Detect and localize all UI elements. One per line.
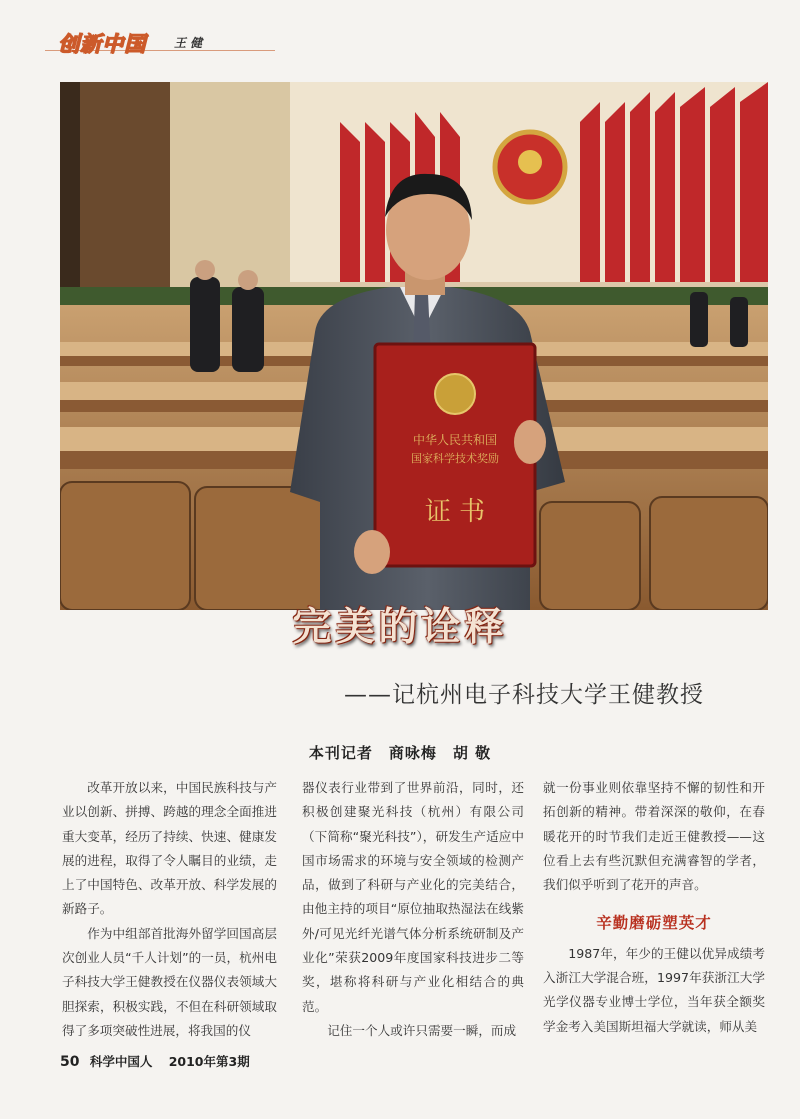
byline: 本刊记者 商咏梅 胡 敬 — [308, 744, 492, 762]
section-heading: 辛勤磨砺塑英才 — [596, 914, 712, 933]
magazine-name: 科学中国人 — [89, 1054, 153, 1069]
hall-photo-illustration — [60, 82, 768, 610]
author-tag: 王 健 — [174, 36, 203, 50]
issue-label: 2010年第3期 — [168, 1054, 250, 1069]
article-title: 完美的诠释 — [292, 605, 508, 650]
paragraph: 记住一个人或许只需要一瞬，而成 — [327, 1022, 517, 1038]
article-subtitle: ——记杭州电子科技大学王健教授 — [344, 682, 704, 708]
certificate-title: 证 书 — [424, 497, 486, 527]
page-number: 50 — [60, 1054, 80, 1070]
text-column-1 — [62, 776, 277, 1043]
paragraph: 改革开放以来，中国民族科技与产业以创新、拼搏、跨越的理念全面推进重大变革，经历了持续、快速、健康发展的进程，取得了令人瞩目的业绩，走上了中国特色、改革开放、科学发展的新路子。 — [62, 780, 277, 917]
paragraph: 1987年，年少的王健以优异成绩考入浙江大学混合班，1997年获浙江大学光学仪器专业博士学位，当年获全额奖学金考入美国斯坦福大学就读，师从美 — [543, 945, 765, 1034]
page-footer — [60, 1052, 250, 1070]
section-label: 创新中国 — [58, 32, 146, 56]
paragraph: 作为中组部首批海外留学回国高层次创业人员“千人计划”的一员，杭州电子科技大学王健教授在仪器仪表领域大胆探索，积极实践，不但在科研领域取得了多项突破性进展，将我国的仪 — [62, 925, 277, 1038]
feature-photo — [60, 82, 768, 610]
paragraph: 器仪表行业带到了世界前沿，同时，还积极创建聚光科技（杭州）有限公司（下简称“聚光科技”），研发生产适应中国市场需求的环境与安全领域的检测产品，做到了科研与产业化的完美结合，由他主持的项目“原位抽取热湿法在线紫外/可见光纤光谱气体分析系统研制及产业化”荣获2009年度国家科技进步二等奖，堪称将科研与产业化相结合的典范。 — [302, 780, 524, 1014]
text-column-2 — [302, 776, 524, 1043]
paragraph: 就一份事业则依靠坚持不懈的韧性和开拓创新的精神。带着深深的敬仰，在春暖花开的时节我们走近王健教授——这位看上去有些沉默但充满睿智的学者，我们似乎听到了花开的声音。 — [543, 780, 765, 893]
certificate-line2: 国家科学技术奖励 — [411, 452, 499, 465]
certificate-line1: 中华人民共和国 — [412, 433, 498, 447]
text-column-3 — [543, 776, 765, 1039]
